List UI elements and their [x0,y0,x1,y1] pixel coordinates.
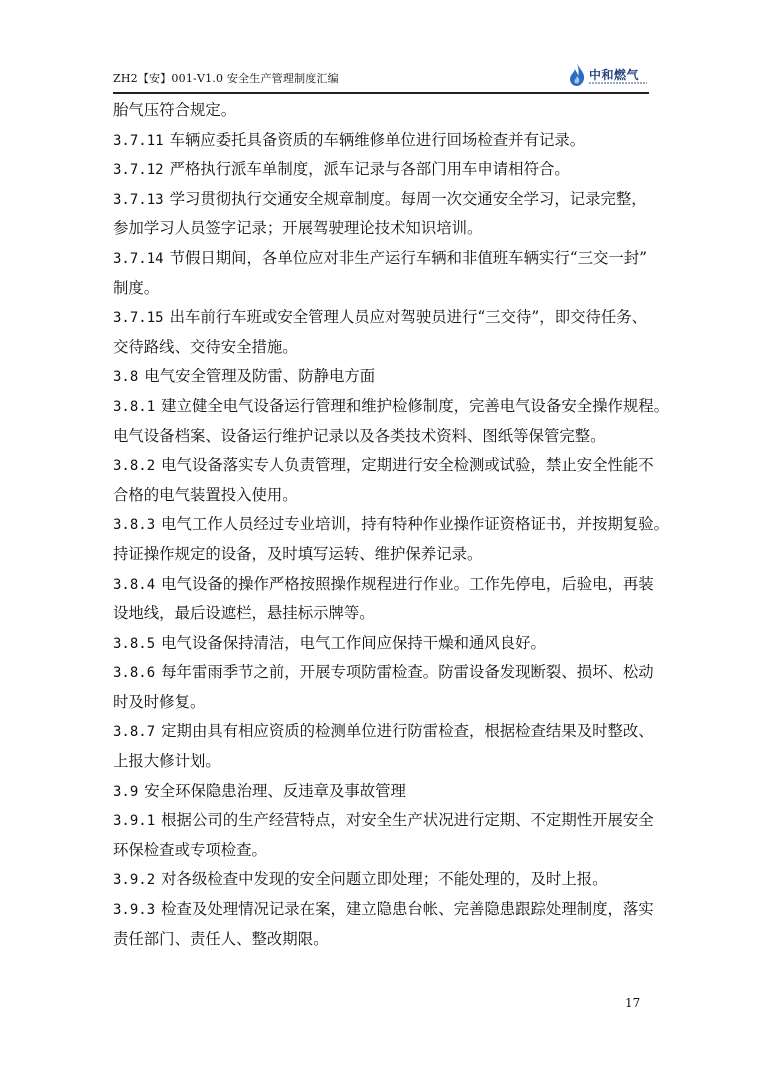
page-header [113,62,649,92]
clause-number: 3.8.4 [113,576,156,593]
text-line [113,629,658,659]
clause-text: 学习贯彻执行交通安全规章制度。每周一次交通安全学习，记录完整， [169,189,647,208]
clause-number: 3.8 [113,369,139,386]
clause-text: 每年雷雨季节之前，开展专项防雷检查。防雷设备发现断裂、损坏、松动 [161,663,654,682]
text-line [113,747,658,777]
text-line [113,688,658,718]
clause-text: 对各级检查中发现的安全问题立即处理；不能处理的，及时上报。 [161,870,608,889]
page-number: 17 [625,996,641,1010]
clause-text: 设地线，最后设遮栏，悬挂标示牌等。 [113,604,375,623]
clause-text: 电气安全管理及防雷、防静电方面 [144,367,376,386]
text-line [113,570,658,600]
clause-number: 3.7.15 [113,310,164,327]
clause-number: 3.7.13 [113,191,164,208]
clause-text: 交待路线、交待安全措施。 [113,337,298,356]
clause-text: 建立健全电气设备运行管理和维护检修制度，完善电气设备安全操作规程。 [161,396,670,415]
clause-text: 电气工作人员经过专业培训，持有特种作业操作证资格证书，并按期复验。 [161,515,670,534]
clause-text: 制度。 [113,278,160,297]
clause-text: 根据公司的生产经营特点，对安全生产状况进行定期、不定期性开展安全 [161,811,654,830]
text-line [113,481,658,511]
clause-text: 持证操作规定的设备，及时填写运转、维护保养记录。 [113,544,483,563]
clause-number: 3.7.14 [113,250,164,267]
text-line [113,777,658,807]
text-line [113,451,658,481]
text-line [113,244,658,274]
clause-text: 胎气压符合规定。 [113,101,237,119]
text-line [113,422,658,452]
header-divider [113,92,649,94]
clause-number: 3.8.1 [113,398,156,415]
text-line [113,925,658,955]
clause-number: 3.9 [113,783,139,800]
company-logo [567,62,649,90]
text-line [113,895,658,925]
clause-number: 3.8.7 [113,724,156,741]
text-line [113,96,658,126]
clause-text: 电气设备保持清洁，电气工作间应保持干燥和通风良好。 [161,633,546,652]
clause-text: 严格执行派车单制度，派车记录与各部门用车申请相符合。 [169,160,570,179]
text-line [113,214,658,244]
logo-wordmark: 中和燃气 [589,68,640,82]
clause-text: 出车前行车班或安全管理人员应对驾驶员进行“三交待”，即交待任务、 [169,308,648,327]
clause-text: 时及时修复。 [113,692,206,711]
text-line [113,303,658,333]
text-line [113,540,658,570]
clause-text: 电气设备档案、设备运行维护记录以及各类技术资料、图纸等保管完整。 [113,426,606,445]
clause-text: 参加学习人员签字记录；开展驾驶理论技术知识培训。 [113,219,483,238]
text-line [113,658,658,688]
text-line [113,185,658,215]
document-body [113,96,670,954]
clause-number: 3.7.12 [113,162,164,179]
clause-text: 合格的电气装置投入使用。 [113,485,298,504]
text-line [113,806,658,836]
clause-text: 责任部门、责任人、整改期限。 [113,929,329,948]
clause-text: 环保检查或专项检查。 [113,840,267,859]
flame-logo-icon [567,63,587,87]
clause-number: 3.8.3 [113,517,156,534]
text-line [113,126,658,156]
text-line [113,333,658,363]
clause-number: 3.8.2 [113,458,156,475]
clause-text: 检查及处理情况记录在案，建立隐患台帐、完善隐患跟踪处理制度，落实 [161,900,654,919]
text-line [113,155,658,185]
clause-number: 3.9.2 [113,872,156,889]
text-line [113,392,670,422]
text-line [113,717,658,747]
clause-number: 3.8.6 [113,665,156,682]
text-line [113,865,658,895]
logo-subline [589,82,647,84]
document-code: ZH2【安】001-V1.0 安全生产管理制度汇编 [113,72,339,85]
clause-number: 3.9.1 [113,813,156,830]
clause-text: 电气设备落实专人负责管理，定期进行安全检测或试验，禁止安全性能不 [161,456,654,475]
text-line [113,836,658,866]
text-line [113,274,658,304]
clause-number: 3.9.3 [113,902,156,919]
text-line [113,362,658,392]
clause-text: 上报大修计划。 [113,752,221,771]
clause-text: 安全环保隐患治理、反违章及事故管理 [144,781,406,800]
clause-number: 3.8.5 [113,635,156,652]
clause-text: 节假日期间，各单位应对非生产运行车辆和非值班车辆实行“三交一封” [169,248,648,267]
text-line [113,599,658,629]
clause-number: 3.7.11 [113,132,164,149]
clause-text: 车辆应委托具备资质的车辆维修单位进行回场检查并有记录。 [169,130,586,149]
text-line [113,510,670,540]
clause-text: 定期由具有相应资质的检测单位进行防雷检查，根据检查结果及时整改、 [161,722,654,741]
clause-text: 电气设备的操作严格按照操作规程进行作业。工作先停电，后验电，再装 [161,574,654,593]
